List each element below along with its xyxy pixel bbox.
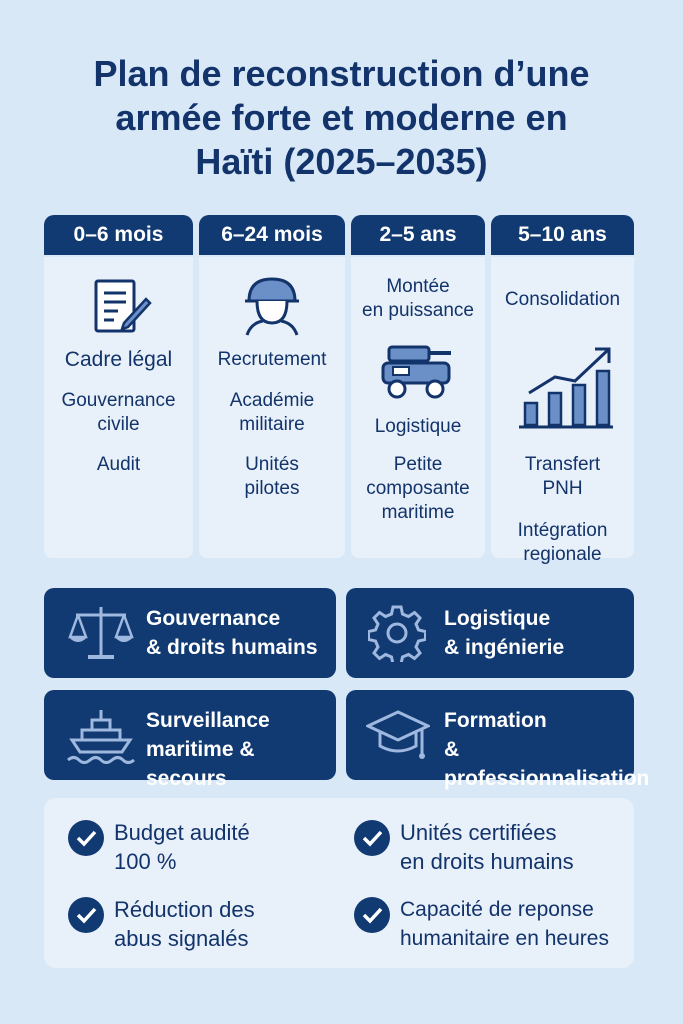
phase-period-label: 5–10 ans: [491, 215, 634, 255]
phase-item: Gouvernance civile: [61, 390, 176, 435]
gear-icon: [368, 604, 426, 662]
pillar-label: Gouvernance & droits humains: [146, 607, 318, 659]
phase-item: Cadre légal: [64, 348, 173, 371]
phase-item: Transfert PNH: [524, 454, 601, 499]
check-icon: [68, 820, 104, 856]
page-title: Plan de reconstruction d’une armée forte et moderne en Haïti (2025–2035): [93, 53, 590, 182]
boat-icon: [66, 708, 136, 764]
check-icon: [354, 820, 390, 856]
indicator-label: Budget audité 100 %: [114, 820, 250, 874]
phase-item: Recrutement: [217, 349, 327, 370]
document-pen-icon: [92, 275, 152, 342]
phase-card: [491, 257, 634, 565]
graduation-cap-icon: [366, 706, 430, 766]
phase-period-label: 2–5 ans: [351, 215, 485, 255]
phase-0-6-mois: [44, 215, 193, 558]
scales-icon: [68, 603, 134, 663]
pillar-label: Logistique & ingénierie: [444, 607, 565, 659]
phase-item: Consolidation: [504, 289, 621, 310]
indicator-label: Unités certifiées en droits humains: [400, 820, 574, 874]
phase-card: [199, 257, 345, 558]
soldier-helmet-icon: [241, 273, 303, 342]
phase-item: Logistique: [374, 416, 462, 437]
phase-card: [44, 257, 193, 558]
pillar-training: [346, 690, 650, 790]
phase-item: Intégration regionale: [517, 520, 608, 565]
check-icon: [354, 897, 390, 933]
pillar-maritime: [44, 690, 336, 790]
military-vehicle-icon: [381, 343, 455, 406]
indicator-label: Capacité de reponse humanitaire en heures: [400, 898, 609, 950]
phase-period-label: 6–24 mois: [199, 215, 345, 255]
phase-card: [351, 257, 485, 558]
phase-5-10-ans: [491, 215, 634, 565]
phase-period-label: 0–6 mois: [44, 215, 193, 255]
check-icon: [68, 897, 104, 933]
phase-item: Académie militaire: [229, 390, 315, 435]
phase-2-5-ans: [351, 215, 485, 558]
growth-chart-icon: [515, 343, 615, 436]
indicators-panel: [44, 798, 634, 968]
pillar-governance: [44, 588, 336, 678]
phase-item: Audit: [96, 454, 141, 475]
pillar-logistics: [346, 588, 634, 678]
indicator-label: Réduction des abus signalés: [114, 897, 255, 951]
phase-item: Petite composante maritime: [366, 454, 470, 523]
phase-6-24-mois: [199, 215, 345, 558]
pillar-label: Surveillance maritime & secours: [146, 709, 270, 790]
pillar-label: Formation & professionnalisation: [444, 709, 650, 790]
phase-item: Unités pilotes: [244, 454, 300, 499]
phase-item: Montée en puissance: [362, 276, 474, 321]
